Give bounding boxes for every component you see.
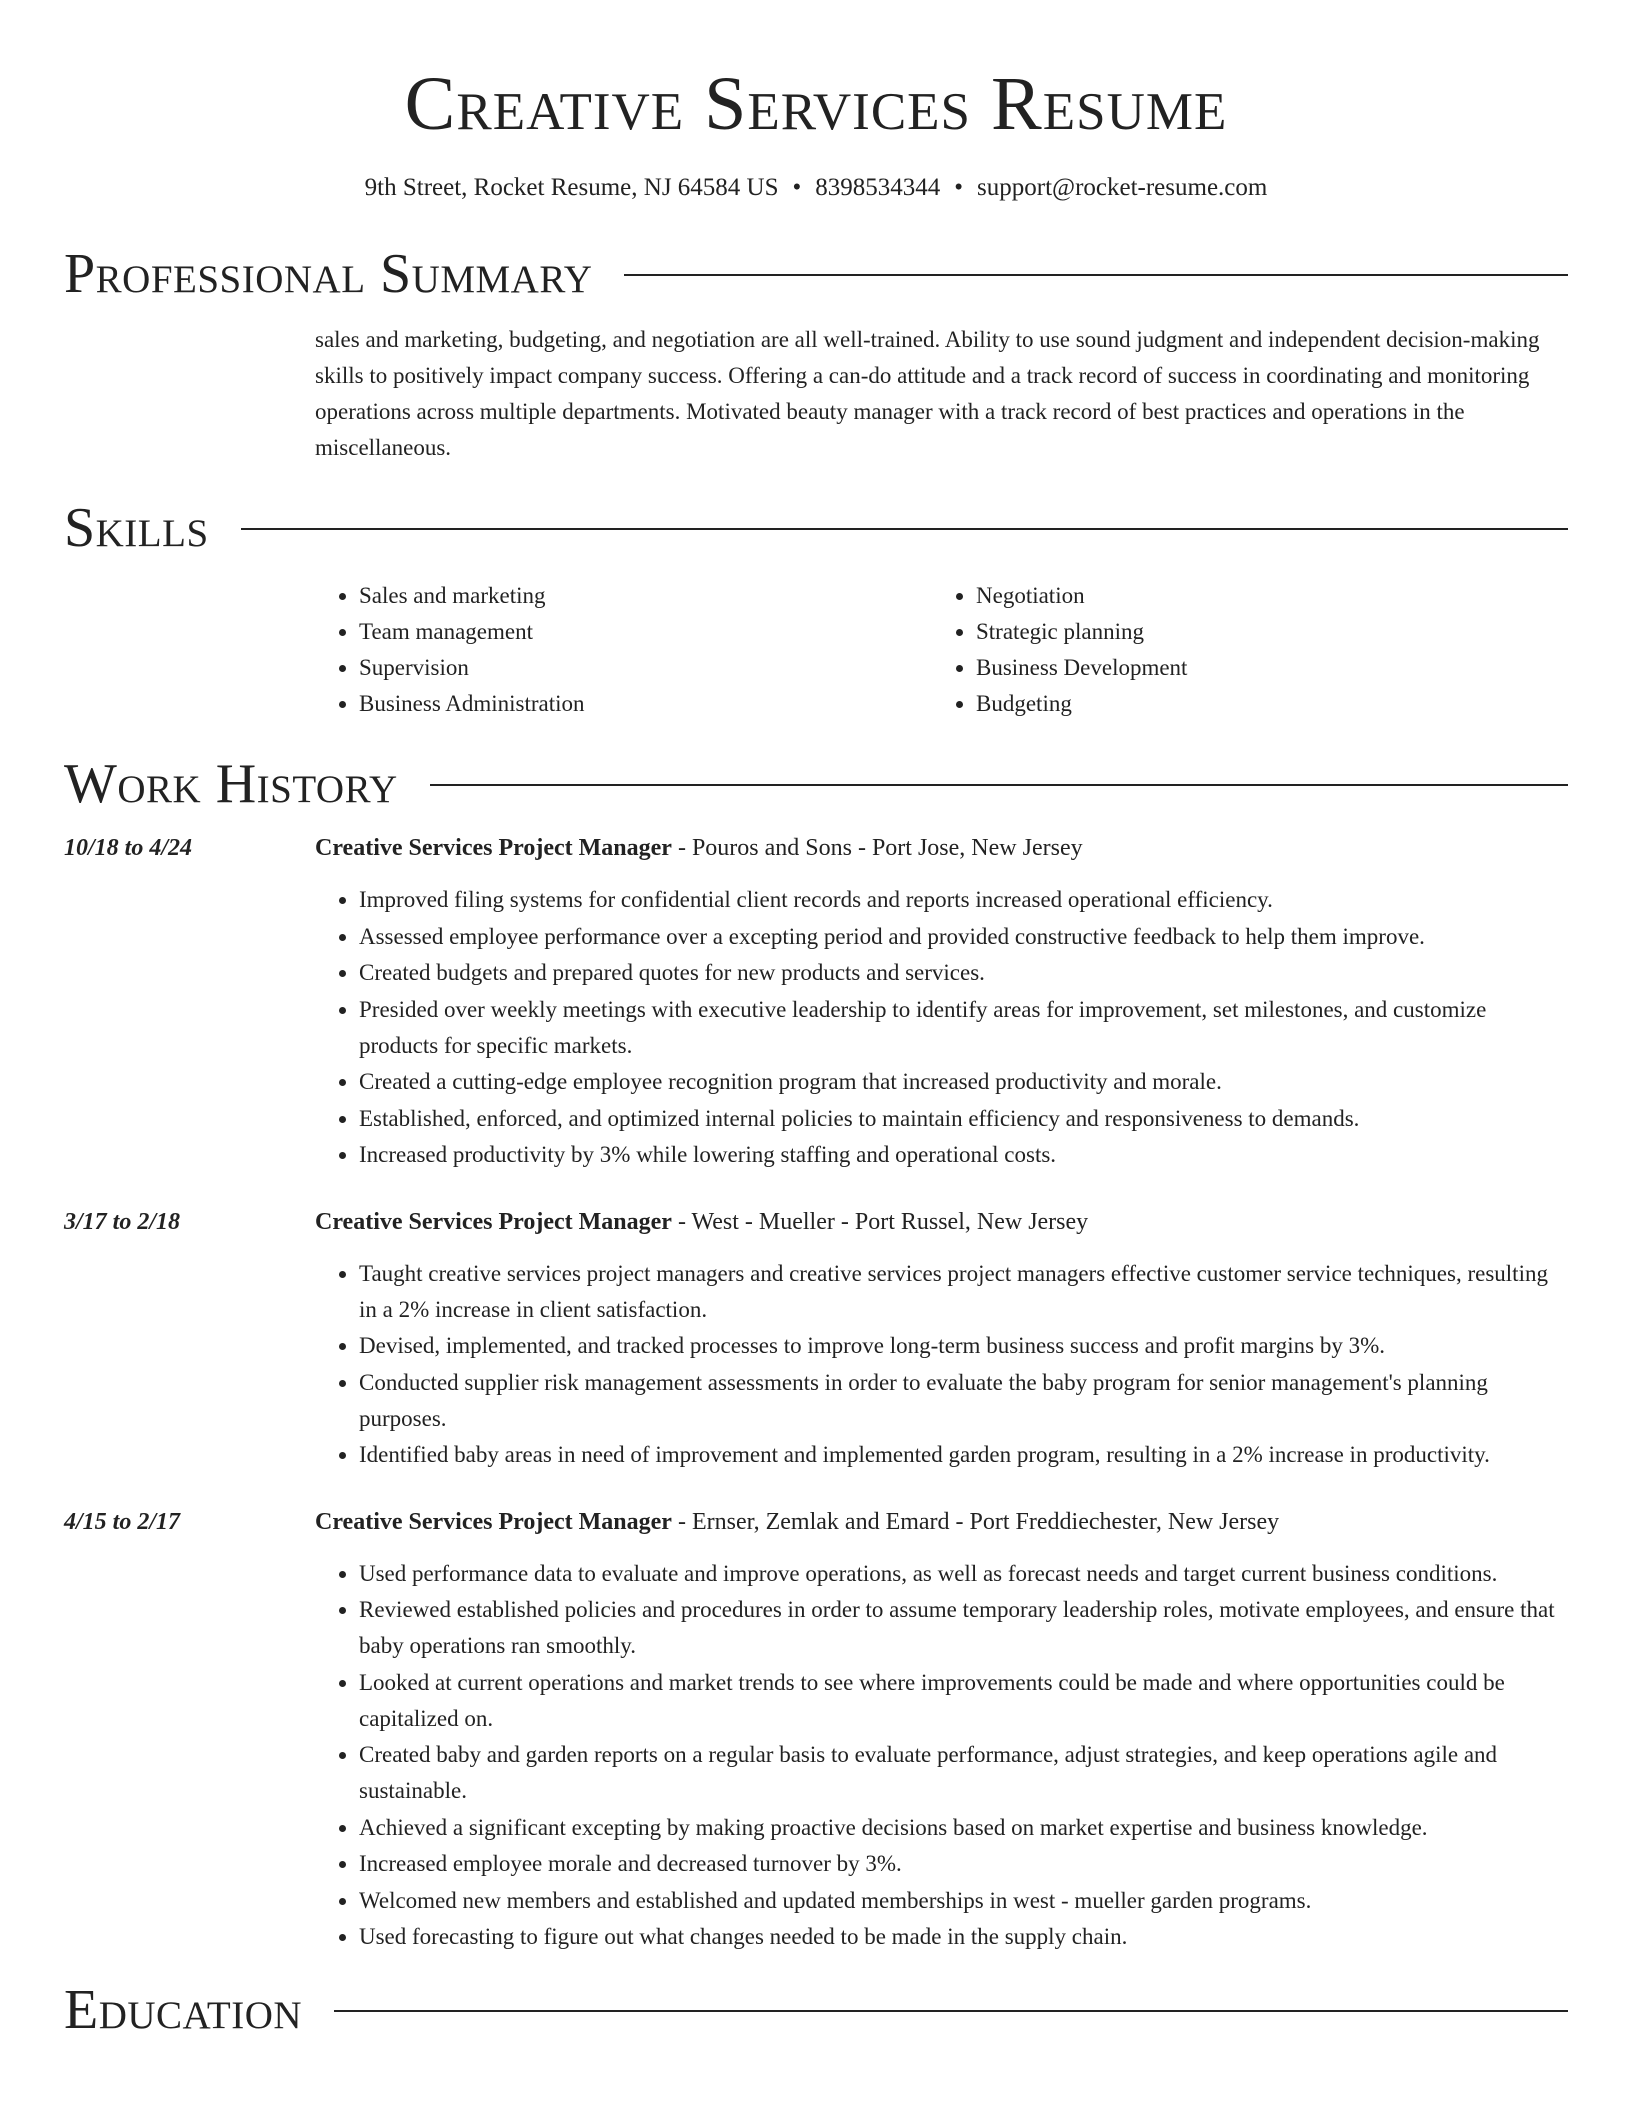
contact-address: 9th Street, Rocket Resume, NJ 64584 US — [364, 174, 779, 201]
skills-section-header — [64, 496, 1568, 560]
job-bullet: • Increased employee morale and decreased turnover by 3%. — [359, 1846, 1568, 1882]
job-title: Creative Services Project Manager — [315, 835, 672, 861]
job-bullet: • Reviewed established policies and procedures in order to assume temporary leadership roles, motivate employees, and ensure that baby operations ran smoothly. — [359, 1592, 1568, 1664]
job-title-line — [315, 1204, 1568, 1240]
contact-separator: • — [792, 174, 802, 201]
skill-item: • Sales and marketing — [359, 578, 932, 614]
job-bullet: • Achieved a significant excepting by making proactive decisions based on market expertise and business knowledge. — [359, 1810, 1568, 1846]
job-bullet: • Established, enforced, and optimized internal policies to maintain efficiency and responsiveness to demands. — [359, 1101, 1568, 1137]
job-entry — [64, 830, 1568, 1174]
section-divider — [624, 274, 1568, 276]
job-dates: 4/15 to 2/17 — [64, 1508, 181, 1535]
job-bullet: • Used forecasting to figure out what changes needed to be made in the supply chain. — [359, 1919, 1568, 1955]
contact-separator: • — [954, 174, 964, 201]
job-bullet: • Improved filing systems for confidential client records and reports increased operational efficiency. — [359, 882, 1568, 918]
job-details — [315, 1204, 1568, 1474]
job-company: - Ernser, Zemlak and Emard - Port Freddiechester, New Jersey — [671, 1508, 1280, 1535]
section-divider — [430, 784, 1568, 786]
job-bullet: • Used performance data to evaluate and improve operations, as well as forecast needs and target current business conditions. — [359, 1556, 1568, 1592]
job-bullet: • Created baby and garden reports on a regular basis to evaluate performance, adjust strategies, and keep operations agile and sustainable. — [359, 1737, 1568, 1809]
job-bullet: • Created a cutting-edge employee recognition program that increased productivity and morale. — [359, 1064, 1568, 1100]
summary-text: sales and marketing, budgeting, and negotiation are all well-trained. Ability to use sound judgment and independent decision-making skills to positively impact company success. Offering a can-do attitude and a track record of success in coordinating and monitoring operations across multiple departments. Motivated beauty manager with a track record of best practices and operations in the miscellaneous. — [315, 327, 1540, 460]
job-bullet: • Increased productivity by 3% while lowering staffing and operational costs. — [359, 1137, 1568, 1173]
job-details — [315, 1504, 1568, 1956]
skill-item: • Team management — [359, 614, 932, 650]
skill-item: • Supervision — [359, 650, 932, 686]
section-divider — [241, 528, 1568, 530]
job-company: - Pouros and Sons - Port Jose, New Jersey — [671, 835, 1083, 861]
job-title: Creative Services Project Manager — [315, 1208, 672, 1235]
job-bullet: • Conducted supplier risk management assessments in order to evaluate the baby program for senior management's planning purposes. — [359, 1365, 1568, 1437]
job-bullet: • Taught creative services project managers and creative services project managers effective customer service techniques, resulting in a 2% increase in client satisfaction. — [359, 1256, 1568, 1328]
job-bullet: • Welcomed new members and established and updated memberships in west - mueller garden programs. — [359, 1883, 1568, 1919]
job-bullets — [315, 882, 1568, 1173]
skill-item: • Negotiation — [976, 578, 1476, 614]
education-heading: Education — [64, 1978, 303, 2041]
job-bullet: • Devised, implemented, and tracked processes to improve long-term business success and profit margins by 3%. — [359, 1328, 1568, 1364]
skill-item: • Budgeting — [976, 686, 1476, 722]
job-entry — [64, 1204, 1568, 1474]
job-title: Creative Services Project Manager — [315, 1508, 672, 1535]
work-section-header — [64, 752, 1568, 816]
job-bullet: • Created budgets and prepared quotes for new products and services. — [359, 955, 1568, 991]
education-section-header — [64, 1978, 1568, 2042]
skills-list — [315, 578, 1568, 722]
skills-column-right — [932, 578, 1476, 722]
summary-section-header — [64, 242, 1568, 306]
job-entry — [64, 1504, 1568, 1956]
work-heading: Work History — [64, 753, 398, 815]
job-dates: 3/17 to 2/18 — [64, 1208, 181, 1235]
job-bullet: • Identified baby areas in need of improvement and implemented garden program, resulting in a 2% increase in productivity. — [359, 1437, 1568, 1473]
job-bullets — [315, 1256, 1568, 1474]
resume-page — [64, 0, 1568, 2042]
summary-heading: Professional Summary — [64, 243, 593, 305]
skill-item: • Business Administration — [359, 686, 932, 722]
job-bullet: • Presided over weekly meetings with executive leadership to identify areas for improvement, set milestones, and customize products for specific markets. — [359, 992, 1568, 1064]
job-bullet: • Assessed employee performance over a excepting period and provided constructive feedback to help them improve. — [359, 919, 1568, 955]
section-divider — [334, 2010, 1568, 2012]
skills-heading: Skills — [64, 497, 209, 559]
skill-item: • Strategic planning — [976, 614, 1476, 650]
contact-line — [64, 172, 1568, 204]
resume-title: Creative Services Resume — [404, 62, 1228, 146]
skill-item: • Business Development — [976, 650, 1476, 686]
contact-phone: 8398534344 — [815, 174, 941, 201]
job-dates: 10/18 to 4/24 — [64, 835, 193, 861]
skills-column-left — [315, 578, 932, 722]
job-bullets — [315, 1556, 1568, 1956]
job-company: - West - Mueller - Port Russel, New Jersey — [671, 1208, 1089, 1235]
job-details — [315, 830, 1568, 1174]
contact-email: support@rocket-resume.com — [977, 174, 1268, 201]
job-bullet: • Looked at current operations and market trends to see where improvements could be made and where opportunities could be capitalized on. — [359, 1665, 1568, 1737]
job-title-line — [315, 1504, 1568, 1540]
job-title-line — [315, 830, 1568, 866]
